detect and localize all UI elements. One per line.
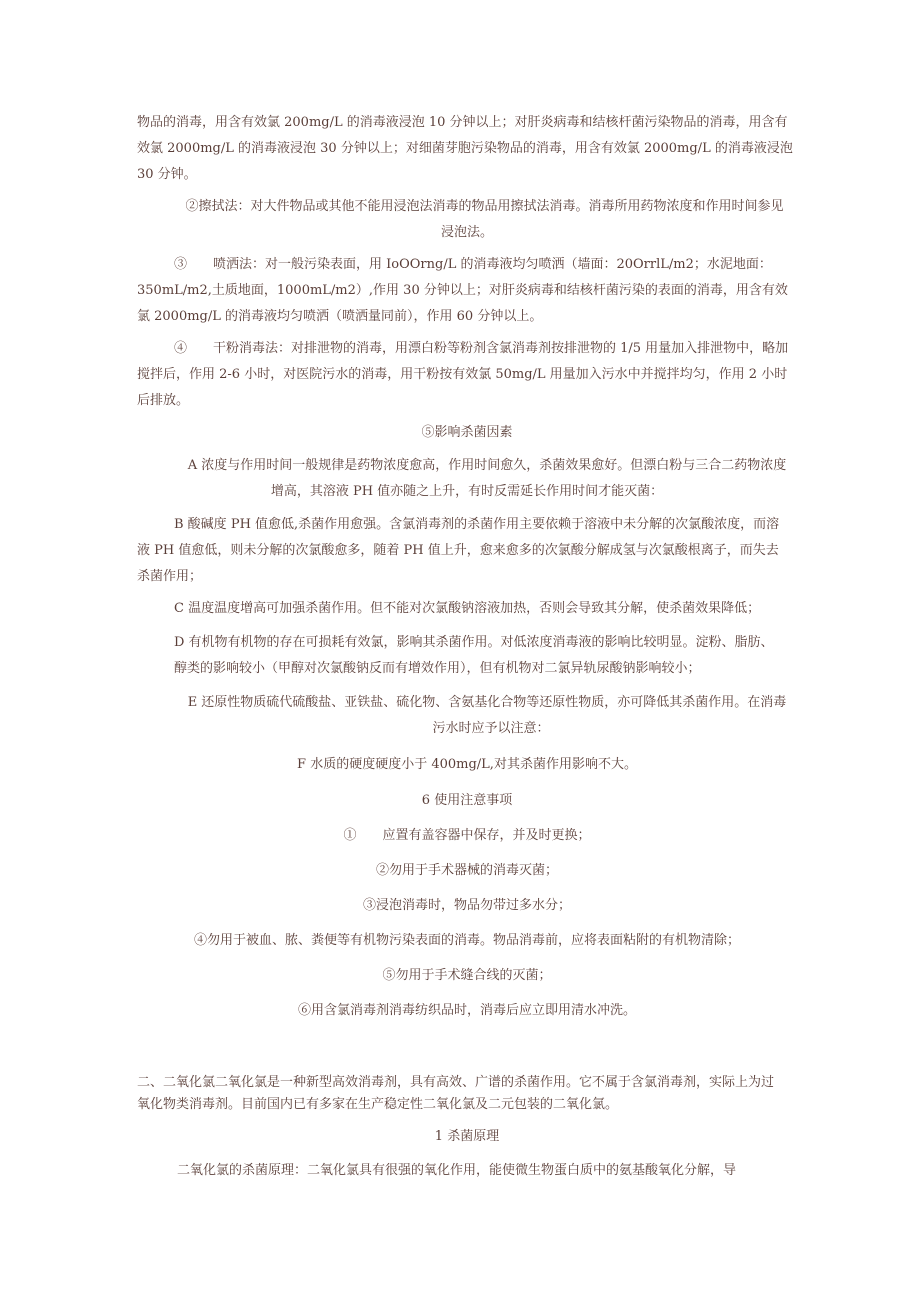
text-line: 污水时应予以注意： [432, 721, 550, 736]
note-2 [137, 858, 797, 884]
text-line: F 水质的硬度硬度小于 400mg∕L,对其杀菌作用影响不大。 [297, 757, 637, 772]
text-line: ⑤影响杀菌因素 [421, 425, 513, 440]
text-line: 增高，其溶液 PH 值亦随之上升，有时反需延长作用时间才能灭菌： [270, 484, 664, 499]
heading-usage-notes [137, 788, 797, 814]
text-line: 物品的消毒，用含有效氯 200mg∕L 的消毒液浸泡 10 分钟以上；对肝炎病毒和结核杆菌污染物品的消毒，用含有 [137, 115, 788, 130]
note-5 [137, 963, 797, 989]
text-line: ④ 干粉消毒法：对排泄物的消毒，用漂白粉等粉剂含氯消毒剂按排泄物的 1/5 用量加入排泄物中，略加 [174, 341, 789, 356]
text-line: ②勿用于手术器械的消毒灭菌； [375, 863, 558, 878]
text-line: 6 使用注意事项 [421, 793, 513, 808]
text-line: 杀菌作用； [137, 569, 203, 584]
text-line: 30 分钟。 [137, 167, 197, 182]
text-line: E 还原性物质硫代硫酸盐、亚铁盐、硫化物、含氨基化合物等还原性物质，亦可降低其杀菌作用。在消毒 [187, 695, 787, 710]
text-line: 醇类的影响较小（甲醇对次氯酸钠反而有增效作用），但有机物对二氯异轨尿酸钠影响较小； [174, 661, 701, 676]
text-line: 1 杀菌原理 [434, 1129, 500, 1144]
text-line: 350mL∕m2,土质地面，1000mL∕m2）,作用 30 分钟以上；对肝炎病毒和结核杆菌污染的表面的消毒，用含有效 [137, 283, 788, 298]
note-1 [137, 823, 797, 849]
text-line: 搅拌后，作用 2-6 小时，对医院污水的消毒，用干粉按有效氯 50mg∕L 用量加入污水中并搅拌均匀，作用 2 小时 [137, 367, 788, 382]
paragraph-factor-d [137, 630, 797, 682]
text-line: ③浸泡消毒时，物品勿带过多水分； [362, 898, 571, 913]
text-line: 效氯 2000mg∕L 的消毒液浸泡 30 分钟以上；对细菌芽胞污染物品的消毒，用含有效氯 2000mg∕L 的消毒液浸泡 [137, 141, 793, 156]
paragraph-chlorine-dioxide-intro [137, 1072, 797, 1116]
paragraph-wipe-method [137, 194, 797, 246]
text-line: ④勿用于被血、脓、粪便等有机物污染表面的消毒。物品消毒前，应将表面粘附的有机物清除； [193, 933, 740, 948]
paragraph-factor-c [137, 596, 797, 622]
paragraph-factor-a [137, 453, 797, 505]
paragraph-spray-method [137, 252, 797, 330]
text-line: A 浓度与作用时间一般规律是药物浓度愈高，作用时间愈久，杀菌效果愈好。但漂白粉与三合二药物浓度 [187, 458, 787, 473]
paragraph-factor-b [137, 512, 797, 590]
text-line: 氧化物类消毒剂。目前国内已有多家在生产稳定性二氧化氯及二元包装的二氧化氯。 [137, 1097, 619, 1112]
text-line: C 温度温度增高可加强杀菌作用。但不能对次氯酸钠溶液加热，否则会导致其分解，使杀菌效果降低； [174, 601, 761, 616]
paragraph-principle [137, 1158, 797, 1184]
text-line: B 酸碱度 PH 值愈低,杀菌作用愈强。含氯消毒剂的杀菌作用主要依赖于溶液中未分解的次氯酸浓度，而溶 [174, 517, 780, 532]
text-line: 后排放。 [137, 393, 190, 408]
paragraph-soak-method-cont [137, 110, 797, 188]
text-line: 二、二氧化氯二氧化氯是一种新型高效消毒剂，具有高效、广谱的杀菌作用。它不属于含氯消毒剂，实际上为过 [137, 1075, 775, 1090]
heading-factors [137, 420, 797, 446]
text-line: 二氧化氯的杀菌原理：二氧化氯具有很强的氧化作用，能使微生物蛋白质中的氨基酸氧化分解，导 [177, 1163, 737, 1178]
text-line: ① 应置有盖容器中保存，并及时更换； [343, 828, 591, 843]
note-3 [137, 893, 797, 919]
paragraph-dry-powder-method [137, 336, 797, 414]
text-line: ⑥用含氯消毒剂消毒纺织品时，消毒后应立即用清水冲洗。 [297, 1003, 636, 1018]
text-line: ⑤勿用于手术缝合线的灭菌； [382, 968, 552, 983]
text-line: 浸泡法。 [440, 225, 493, 240]
paragraph-factor-f [137, 752, 797, 778]
text-line: 液 PH 值愈低，则未分解的次氯酸愈多，随着 PH 值上升，愈来愈多的次氯酸分解成氢与次氯酸根离子，而失去 [137, 543, 779, 558]
note-4 [137, 928, 797, 954]
note-6 [137, 998, 797, 1024]
text-line: D 有机物有机物的存在可损耗有效氯，影响其杀菌作用。对低浓度消毒液的影响比较明显。淀粉、脂肪、 [174, 635, 774, 650]
text-line: ③ 喷洒法：对一般污染表面，用 IoOOrng/L 的消毒液均匀喷洒（墙面：20OrrlL/m2；水泥地面： [174, 257, 772, 272]
text-line: 氯 2000mg∕L 的消毒液均匀喷洒（喷洒量同前），作用 60 分钟以上。 [137, 309, 543, 324]
paragraph-factor-e [137, 690, 797, 742]
heading-sterilization-principle [137, 1124, 797, 1150]
text-line: ②擦拭法：对大件物品或其他不能用浸泡法消毒的物品用擦拭法消毒。消毒所用药物浓度和作用时间参见 [185, 199, 784, 214]
